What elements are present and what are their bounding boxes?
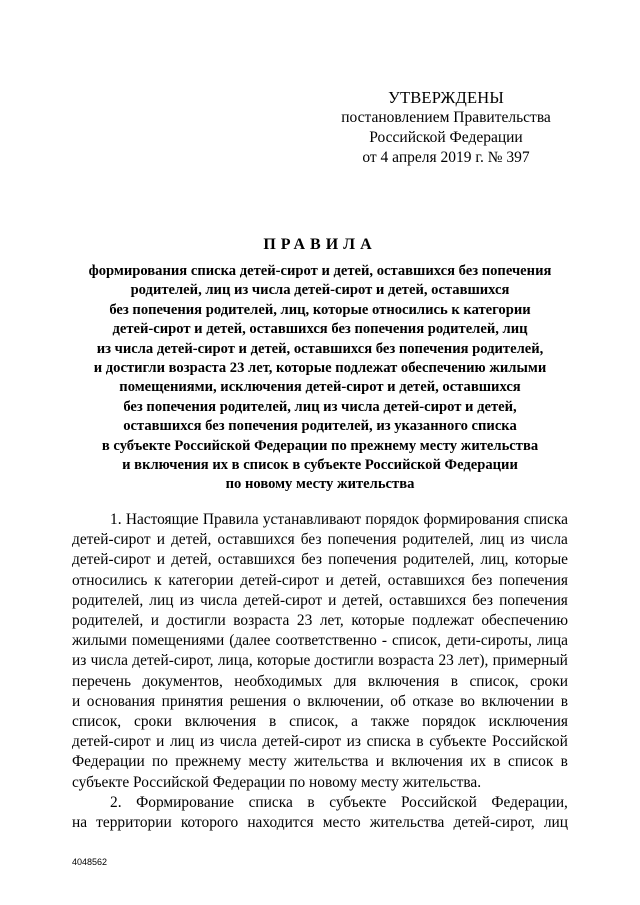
paragraph-2 <box>72 793 568 833</box>
approval-line: Российской Федерации <box>369 129 523 146</box>
subtitle-line: оставшихся без попечения родителей, из указанного списка <box>123 418 517 435</box>
paragraph-line: детей-сирот и детей, оставшихся без попечения родителей, лиц из числа <box>72 531 568 549</box>
paragraph-line: субъекте Российской Федерации по новому месту жительства. <box>72 773 482 791</box>
paragraph-line: относились к категории детей-сирот и детей, оставшихся без попечения <box>72 571 568 589</box>
paragraph-line: родителей, лиц из числа детей-сирот и детей, оставшихся без попечения <box>72 591 568 609</box>
paragraph-line: из числа детей-сирот, лица, которые достигли возраста 23 лет), примерный <box>72 652 568 670</box>
approval-line: от 4 апреля 2019 г. № 397 <box>362 149 530 166</box>
subtitle-line: родителей, лиц из числа детей-сирот и детей, оставшихся <box>130 282 510 299</box>
subtitle-line: по новому месту жительства <box>225 476 415 493</box>
subtitle-line: детей-сирот и детей, оставшихся без попечения родителей, лиц <box>112 321 528 338</box>
subtitle-line: без попечения родителей, лиц из числа детей-сирот и детей, <box>123 398 517 415</box>
paragraph-line: перечень документов, необходимых для включения в список, сроки <box>72 672 568 690</box>
paragraph-line: 2. Формирование списка в субъекте Российской Федерации, <box>110 793 568 811</box>
subtitle-line: и достигли возраста 23 лет, которые подлежат обеспечению жилыми <box>93 360 547 377</box>
approval-heading: УТВЕРЖДЕНЫ <box>388 88 504 107</box>
approval-line: постановлением Правительства <box>341 109 551 126</box>
paragraph-line: и основания принятия решения о включении, об отказе во включении в <box>72 692 568 710</box>
paragraph-line: на территории которого находится место жительства детей-сирот, лиц <box>72 814 568 832</box>
subtitle-line: из числа детей-сирот и детей, оставшихся без попечения родителей, <box>96 340 544 357</box>
paragraph-line: Федерации по прежнему месту жительства и включения их в список в <box>72 753 568 771</box>
document-title: ПРАВИЛА <box>263 236 377 253</box>
paragraph-line: список, сроки включения в список, а также порядок исключения <box>72 713 568 731</box>
subtitle-line: помещениями, исключения детей-сирот и детей, оставшихся <box>119 379 521 396</box>
subtitle-line: в субъекте Российской Федерации по прежнему месту жительства <box>101 437 539 454</box>
subtitle-line: формирования списка детей-сирот и детей, оставшихся без попечения <box>88 263 552 279</box>
paragraph-1 <box>72 510 568 793</box>
document-body <box>72 510 568 833</box>
paragraph-line: детей-сирот и детей, оставшихся без попечения родителей, лиц, которые <box>72 551 568 569</box>
document-number: 4048562 <box>72 857 108 867</box>
paragraph-line: 1. Настоящие Правила устанавливают порядок формирования списка <box>110 511 568 528</box>
document-subtitle <box>70 262 570 495</box>
approval-stamp <box>326 88 566 168</box>
paragraph-line: родителей, и достигли возраста 23 лет, которые подлежат обеспечению <box>72 612 568 630</box>
paragraph-line: детей-сирот и лиц из числа детей-сирот из списка в субъекте Российской <box>72 733 568 751</box>
subtitle-line: и включения их в список в субъекте Российской Федерации <box>122 457 518 474</box>
paragraph-line: жилыми помещениями (далее соответственно - список, дети-сироты, лица <box>72 632 568 650</box>
subtitle-line: без попечения родителей, лиц, которые относились к категории <box>109 301 531 318</box>
